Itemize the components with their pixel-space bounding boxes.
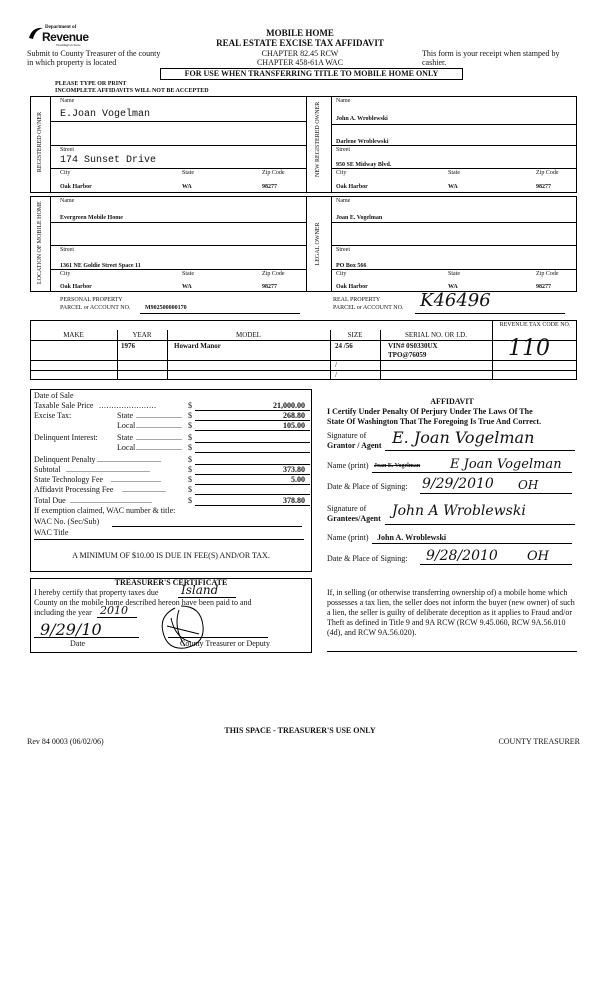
street-label: Street <box>60 247 74 253</box>
registered-owner-street[interactable]: 174 Sunset Drive <box>60 155 157 166</box>
county-treasurer-footer: COUNTY TREASURER <box>498 737 580 746</box>
dollar-sign: $ <box>188 401 192 410</box>
treasurer-county[interactable]: Island <box>181 583 219 597</box>
grantor-date[interactable]: 9/29/2010 <box>422 476 494 492</box>
legal-owner-street[interactable]: PO Box 566 <box>336 263 367 269</box>
dollar-sign: $ <box>188 443 192 452</box>
legal-owner-zip[interactable]: 98277 <box>536 284 551 290</box>
location-zip[interactable]: 98277 <box>262 284 277 290</box>
state-label: State <box>448 170 460 176</box>
legal-owner-label: LEGAL OWNER <box>315 222 321 266</box>
year-value[interactable]: 1976 <box>121 342 135 350</box>
street-label: Street <box>60 147 74 153</box>
personal-property-label: PERSONAL PROPERTY <box>60 297 123 303</box>
receipt-line-2: cashier. <box>422 58 447 67</box>
certify-line-2: State Of Washington That The Foregoing Is True And Correct. <box>327 417 542 426</box>
total-due-value[interactable]: 378.80 <box>283 496 305 505</box>
location-state[interactable]: WA <box>182 284 192 290</box>
excise-local-label: Local <box>117 421 136 430</box>
location-section <box>30 196 577 292</box>
dollar-sign: $ <box>188 485 192 494</box>
grantee-name-print-label: Name (print) <box>327 533 369 542</box>
interest-local-label: Local <box>117 443 136 452</box>
name-label: Name <box>60 198 75 204</box>
registered-owner-name[interactable]: E.Joan Vogelman <box>60 109 151 120</box>
state-label: State <box>448 271 460 277</box>
dollar-sign: $ <box>188 433 192 442</box>
taxable-price-label: Taxable Sale Price <box>34 401 94 410</box>
name-label: Name <box>60 98 75 104</box>
form-subtitle: REAL ESTATE EXCISE TAX AFFIDAVIT <box>216 38 384 48</box>
grantor-name-print[interactable]: E Joan Vogelman <box>450 457 562 472</box>
real-property-number[interactable]: K46496 <box>420 290 491 311</box>
wac-title-label: WAC Title <box>34 528 69 537</box>
treasurer-signature-label: County Treasurer or Deputy <box>180 639 270 648</box>
receipt-line-1: This form is your receipt when stamped by <box>422 49 560 58</box>
treasurer-line-3: including the year <box>34 608 92 617</box>
new-owner-label: NEW REGISTERED OWNER <box>315 101 321 177</box>
date-of-sale-label: Date of Sale <box>34 391 74 400</box>
grantor-signature-label: Signature of <box>327 431 367 440</box>
personal-property-number[interactable]: M902500000170 <box>145 305 187 311</box>
state-label: State <box>182 170 194 176</box>
incomplete-warning: INCOMPLETE AFFIDAVITS WILL NOT BE ACCEPTED <box>55 88 209 94</box>
grantor-place[interactable]: OH <box>518 478 539 492</box>
serial-value-1[interactable]: VIN# 0S0330UX <box>388 342 438 350</box>
location-city[interactable]: Oak Harbor <box>60 284 92 290</box>
new-owner-street[interactable]: 950 SE Midway Blvd. <box>336 162 392 168</box>
legal-owner-state[interactable]: WA <box>448 284 458 290</box>
city-label: City <box>336 271 347 277</box>
new-owner-zip[interactable]: 98277 <box>536 184 551 190</box>
taxable-price-value[interactable]: 21,000.00 <box>273 401 305 410</box>
serial-header: SERIAL NO. OR I.D. <box>405 331 467 339</box>
location-label: LOCATION OF MOBILE HOME <box>37 201 43 284</box>
excise-state-label: State <box>117 411 133 420</box>
legal-owner-name[interactable]: Joan E. Vogelman <box>336 215 383 221</box>
treasurer-date-label: Date <box>70 639 86 648</box>
tech-fee-value[interactable]: 5.00 <box>291 475 305 484</box>
registered-owner-zip[interactable]: 98277 <box>262 184 277 190</box>
make-header: MAKE <box>63 331 84 339</box>
zip-label: Zip Code <box>536 170 559 176</box>
zip-label: Zip Code <box>262 271 285 277</box>
lien-notice: If, in selling (or otherwise transferring ownership of) a mobile home which possesses a tax lien, the seller does not inform the buyer (new owner) of such a lien, the seller is guilty of deliberate deception as it applies to Fraud and/or Theft as defined in Title 9 and 9A RCW (RCW 9.45.060, RCW 9A.56.010 (4d), and RCW 9A.56.020). <box>327 588 575 637</box>
registered-owner-label: REGISTERED OWNER <box>37 111 43 173</box>
model-header: MODEL <box>236 331 261 339</box>
grantor-date-label: Date & Place of Signing: <box>327 482 408 491</box>
affidavit-title: AFFIDAVIT <box>430 397 474 406</box>
grantor-name-struck: Joan E. Vogelman <box>374 463 421 469</box>
serial-value-2[interactable]: TPO@76059 <box>388 351 427 359</box>
treasurer-use-only: THIS SPACE - TREASURER'S USE ONLY <box>224 726 376 735</box>
revision-number: Rev 84 0003 (06/02/06) <box>27 737 104 746</box>
personal-parcel-label: PARCEL or ACCOUNT NO. <box>60 305 131 311</box>
street-label: Street <box>336 147 350 153</box>
dollar-sign: $ <box>188 465 192 474</box>
delinquent-penalty-label: Delinquent Penalty <box>34 455 96 464</box>
submit-line-1: Submit to County Treasurer of the county <box>27 49 161 58</box>
street-label: Street <box>336 247 350 253</box>
grantor-agent-label: Grantor / Agent <box>327 441 382 450</box>
logo-dept: Department of <box>45 25 77 30</box>
grantee-date-label: Date & Place of Signing: <box>327 554 408 563</box>
treasurer-line-2: County on the mobile home described hereon have been paid to and <box>34 598 252 607</box>
real-property-label: REAL PROPERTY <box>333 297 381 303</box>
print-instruction: PLEASE TYPE OR PRINT <box>55 81 127 87</box>
registered-owner-state[interactable]: WA <box>182 184 192 190</box>
exemption-label: If exemption claimed, WAC number & title: <box>34 506 176 515</box>
city-label: City <box>60 170 71 176</box>
logo-name: Revenue <box>42 30 89 44</box>
subtotal-label: Subtotal <box>34 465 61 474</box>
location-street[interactable]: 1361 NE Goldie Street Space 11 <box>60 263 141 269</box>
tech-fee-label: State Technology Fee <box>34 475 104 484</box>
dollar-sign: $ <box>188 455 192 464</box>
form-title: MOBILE HOME <box>266 28 334 38</box>
chapter-wac: CHAPTER 458-61A WAC <box>256 58 344 67</box>
excise-tax-label: Excise Tax: <box>34 411 72 420</box>
grantor-signature[interactable]: E. Joan Vogelman <box>392 428 535 447</box>
model-value[interactable]: Howard Manor <box>174 342 221 350</box>
name-label: Name <box>336 98 351 104</box>
dollar-sign: $ <box>188 496 192 505</box>
interest-state-label: State <box>117 433 133 442</box>
grantor-name-print-label: Name (print) <box>327 461 369 470</box>
grantee-agent-label: Grantees/Agent <box>327 514 381 523</box>
new-owner-name[interactable]: John A. Wroblewski <box>336 116 388 122</box>
registered-owner-city[interactable]: Oak Harbor <box>60 184 92 190</box>
grantee-place[interactable]: OH <box>527 549 549 564</box>
legal-owner-city[interactable]: Oak Harbor <box>336 284 368 290</box>
minimum-due-note: A MINIMUM OF $10.00 IS DUE IN FEE(S) AND/OR TAX. <box>72 551 270 560</box>
treasurer-year[interactable]: 2010 <box>100 604 128 617</box>
certify-line-1: I Certify Under Penalty Of Perjury Under The Laws Of The <box>327 407 533 416</box>
treasurer-title: TREASURER'S CERTIFICATE <box>114 578 228 587</box>
new-owner-name-2[interactable]: Darlene Wroblewski <box>336 139 389 145</box>
size-slash-1: / <box>335 361 337 369</box>
grantee-signature-label: Signature of <box>327 504 367 513</box>
dollar-sign: $ <box>188 475 192 484</box>
size-slash-2: / <box>335 371 337 379</box>
grantee-name-print[interactable]: John A. Wroblewski <box>377 533 447 542</box>
delinquent-interest-label: Delinquent Interest: <box>34 433 98 442</box>
tax-code-header: REVENUE TAX CODE NO. <box>499 322 571 328</box>
location-name[interactable]: Evergreen Mobile Home <box>60 215 123 221</box>
size-value[interactable]: 24 /56 <box>335 342 353 350</box>
transfer-banner: FOR USE WHEN TRANSFERRING TITLE TO MOBILE HOME ONLY <box>184 69 439 78</box>
city-label: City <box>336 170 347 176</box>
total-due-label: Total Due <box>34 496 66 505</box>
subtotal-value[interactable]: 373.80 <box>283 465 305 474</box>
logo-state: Washington State <box>56 43 81 47</box>
tax-code-value[interactable]: 110 <box>508 336 550 361</box>
zip-label: Zip Code <box>536 271 559 277</box>
dollar-sign: $ <box>188 411 192 420</box>
state-label: State <box>182 271 194 277</box>
city-label: City <box>60 271 71 277</box>
excise-local-value[interactable]: 105.00 <box>283 421 305 430</box>
new-owner-city[interactable]: Oak Harbor <box>336 184 368 190</box>
treasurer-date[interactable]: 9/29/10 <box>40 620 102 639</box>
dollar-sign: $ <box>188 421 192 430</box>
year-header: YEAR <box>132 331 152 339</box>
name-label: Name <box>336 198 351 204</box>
grantee-date[interactable]: 9/28/2010 <box>426 548 498 564</box>
size-header: SIZE <box>347 331 363 339</box>
excise-state-value[interactable]: 268.80 <box>283 411 305 420</box>
treasurer-line-1: I hereby certify that property taxes due <box>34 588 159 597</box>
wac-no-label: WAC No. (Sec/Sub) <box>34 517 100 526</box>
treasurer-stamp-scribble-icon <box>145 598 225 656</box>
affidavit-fee-label: Affidavit Processing Fee <box>34 485 114 494</box>
chapter-rcw: CHAPTER 82.45 RCW <box>261 49 339 58</box>
submit-line-2: in which property is located <box>27 58 117 67</box>
grantee-signature[interactable]: John A Wroblewski <box>392 503 526 519</box>
real-parcel-label: PARCEL or ACCOUNT NO. <box>333 305 404 311</box>
zip-label: Zip Code <box>262 170 285 176</box>
new-owner-state[interactable]: WA <box>448 184 458 190</box>
